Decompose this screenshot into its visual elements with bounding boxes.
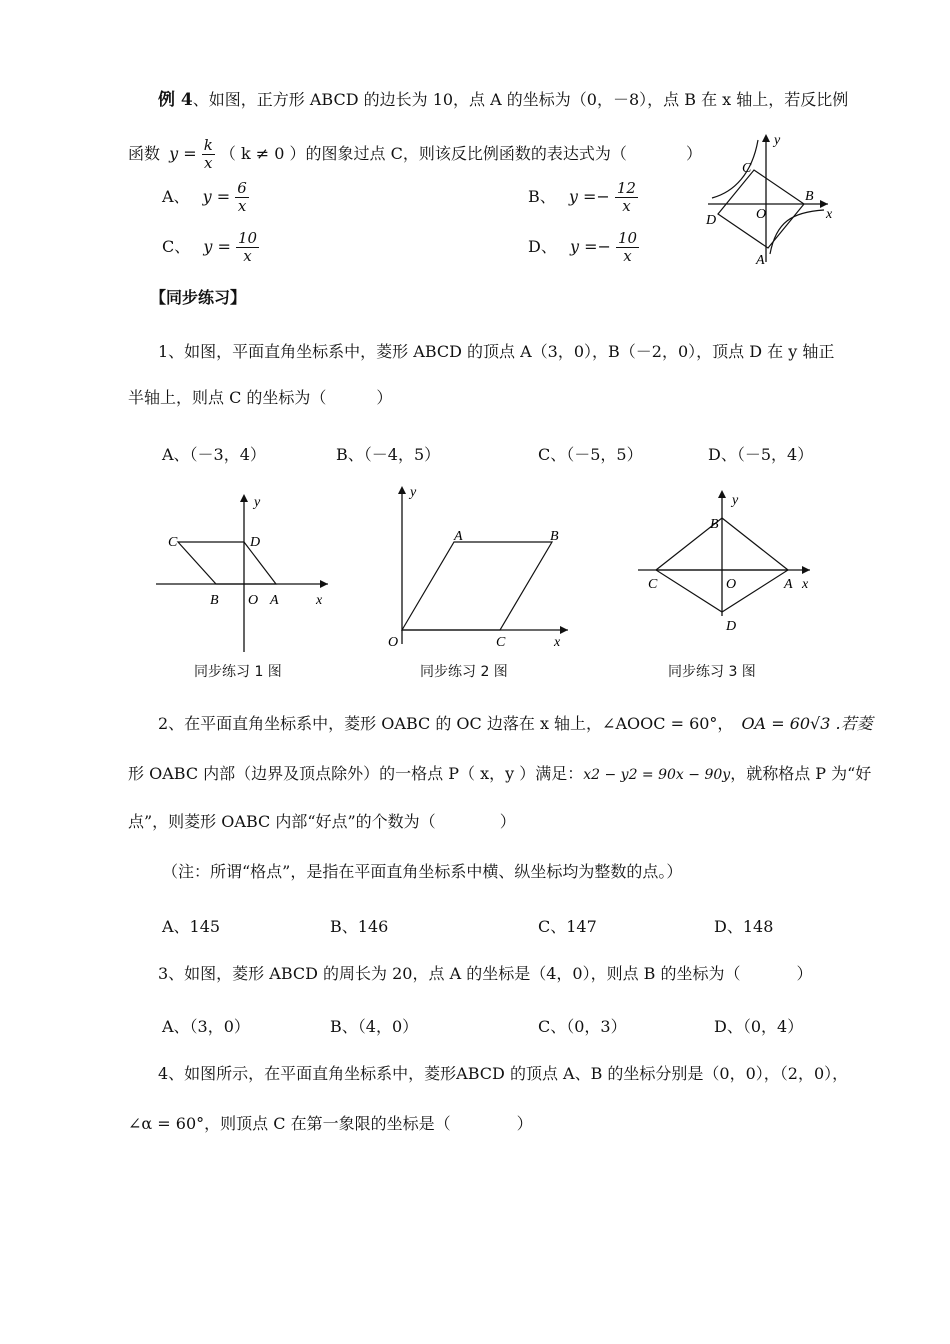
svg-text:O: O: [388, 635, 399, 650]
example4-label-a: A: [756, 253, 765, 268]
svg-text:x: x: [802, 577, 809, 592]
example4-option-b: B、 y =− $\frac{12}{x}$: [528, 179, 636, 215]
section-title: 【同步练习】: [150, 288, 247, 307]
example4-label-x: x: [826, 207, 833, 222]
svg-text:O: O: [726, 577, 737, 592]
svg-text:B: B: [710, 517, 719, 532]
figure-2-rhombus: [402, 542, 552, 630]
example4-line2: [128, 137, 702, 172]
figure-1-caption: 同步练习 1 图: [194, 664, 282, 680]
q2-option-b: B、146: [330, 917, 389, 936]
example4-label-b: B: [805, 189, 814, 204]
example4-func-den: x: [204, 154, 213, 172]
svg-text:D: D: [250, 535, 261, 550]
q1-option-b: B、（－4，5）: [336, 445, 441, 464]
q3-line1: 3、如图，菱形 ABCD 的周长为 20，点 A 的坐标是（4，0），则点 B 的坐标为（ ）: [158, 964, 813, 983]
q1-option-d: D、（－5，4）: [708, 445, 814, 464]
example4-hyperbola-q4: [770, 210, 824, 254]
q2-note: （注：所谓“格点”，是指在平面直角坐标系中横、纵坐标均为整数的点。）: [162, 862, 683, 881]
svg-text:O: O: [248, 593, 259, 608]
q1-option-c: C、（－5，5）: [538, 445, 643, 464]
example4-label-c: C: [742, 161, 752, 176]
svg-text:B: B: [550, 529, 559, 544]
example4-label: 例 4: [158, 90, 193, 110]
svg-text:x: x: [316, 593, 323, 608]
q3-option-a: A、（3，0）: [162, 1017, 250, 1036]
figure-1-rhombus: [178, 542, 276, 584]
svg-text:y: y: [410, 485, 417, 500]
figure-3-caption: 同步练习 3 图: [668, 664, 756, 680]
q2-line2: 形 OABC 内部（边界及顶点除外）的一格点 P（ x，y ）满足：x2 − y2 = 90x − 90y，就称格点 P 为“好: [128, 764, 872, 783]
example4-text-line2b: （ k ≠ 0 ）的图象过点 C，则该反比例函数的表达式为（: [219, 144, 627, 163]
q1-line2: 半轴上，则点 C 的坐标为（ ）: [128, 388, 393, 407]
svg-text:D: D: [726, 619, 737, 634]
example4-text-line2a: 函数: [128, 144, 161, 163]
q3-option-c: C、（0，3）: [538, 1017, 627, 1036]
q1-option-a: A、（－3，4）: [162, 445, 266, 464]
q3-option-d: D、（0，4）: [714, 1017, 804, 1036]
svg-text:A: A: [784, 577, 793, 592]
svg-text:C: C: [496, 635, 506, 650]
figure-2-caption: 同步练习 2 图: [420, 664, 508, 680]
q2-option-a: A、145: [162, 917, 221, 936]
figure-3: [634, 486, 820, 638]
example4-text-line1: 、如图，正方形 ABCD 的边长为 10，点 A 的坐标为（0，－8），点 B 在 x 轴上，若反比例: [192, 90, 849, 109]
q3-option-b: B、（4，0）: [330, 1017, 419, 1036]
example4-label-d: D: [706, 213, 717, 228]
q2-option-c: C、147: [538, 917, 597, 936]
example4-line1: [158, 90, 848, 110]
svg-text:C: C: [648, 577, 658, 592]
example4-label-y: y: [774, 133, 781, 148]
example4-func-fraction: [202, 137, 215, 172]
svg-text:A: A: [454, 529, 463, 544]
example4-option-a: A、 y = $\frac{6}{x}$: [162, 179, 247, 215]
svg-text:A: A: [270, 593, 279, 608]
example4-func-lhs: y =: [169, 144, 197, 163]
q1-line1: 1、如图，平面直角坐标系中，菱形 ABCD 的顶点 A（3，0），B（－2，0），顶点 D 在 y 轴正: [158, 342, 835, 361]
figure-1: [150, 488, 340, 658]
svg-text:y: y: [732, 493, 739, 508]
q2-line3: 点”，则菱形 OABC 内部“好点”的个数为（ ）: [128, 812, 516, 831]
example4-label-o: O: [756, 207, 767, 222]
figure-2: [378, 480, 578, 658]
example4-figure: [700, 130, 840, 270]
example4-option-c: C、 y = $\frac{10}{x}$: [162, 229, 258, 265]
example4-option-d: D、 y =− $\frac{10}{x}$: [528, 229, 638, 265]
svg-text:C: C: [168, 535, 178, 550]
q4-line1: 4、如图所示，在平面直角坐标系中，菱形ABCD 的顶点 A、B 的坐标分别是（0，0），（2，0），: [158, 1064, 849, 1083]
example4-func-num: k: [203, 136, 213, 154]
svg-text:y: y: [254, 495, 261, 510]
q2-line1: 2、在平面直角坐标系中，菱形 OABC 的 OC 边落在 x 轴上，∠AOOC = 60°， OA = 60√3 .若菱: [158, 714, 873, 733]
example4-paren-close: ）: [685, 144, 702, 163]
q4-line2: ∠α = 60°，则顶点 C 在第一象限的坐标是（ ）: [128, 1114, 533, 1133]
q2-option-d: D、148: [714, 917, 774, 936]
svg-text:x: x: [554, 635, 561, 650]
svg-text:B: B: [210, 593, 219, 608]
